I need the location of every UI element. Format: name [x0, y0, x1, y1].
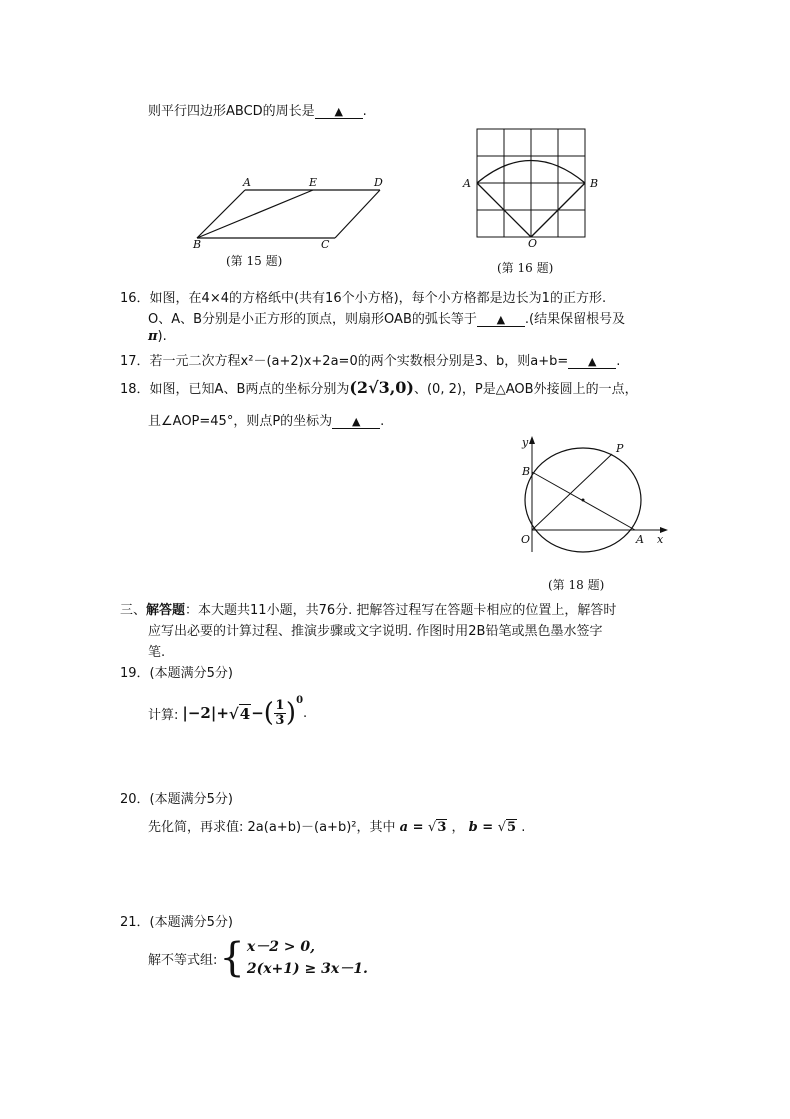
figure-18: [504, 432, 674, 572]
q20-header: 20．(本题满分5分): [120, 792, 233, 807]
label-e-15: E: [309, 176, 318, 189]
q18-line2: 且∠AOP=45°，则点P的坐标为 ▲ .: [148, 414, 385, 429]
figure-16: [476, 128, 586, 240]
label-c-15: C: [321, 238, 330, 251]
label-o-18: O: [521, 533, 531, 546]
label-p-18: P: [616, 442, 624, 455]
answer-blank-18: ▲: [332, 415, 380, 429]
section3-line1: 三、解答题：本大题共11小题，共76分. 把解答过程写在答题卡相应的位置上，解答时: [120, 603, 617, 618]
q19-expression: 计算: |−2| + √4 − ( 1 3 ) 0 .: [148, 695, 308, 728]
coord-a: (2√3,0): [349, 378, 414, 397]
q15-tail-line: 则平行四边形ABCD的周长是 ▲ .: [148, 104, 367, 119]
q19-header: 19．(本题满分5分): [120, 666, 233, 681]
section3-title: 解答题: [146, 603, 186, 618]
label-b-16: B: [590, 177, 599, 190]
q18-line1: 18．如图，已知A、B两点的坐标分别为(2√3,0)、(0, 2)，P是△AOB外接圆上的一点，: [120, 378, 638, 397]
section3-line2: 应写出必要的计算过程、推演步骤或文字说明. 作图时用2B铅笔或黑色墨水签字: [148, 624, 603, 639]
q16-line1: 16．如图，在4×4的方格纸中(共有16个小方格)，每个小方格都是边长为1的正方形.: [120, 291, 607, 306]
segment-be: [197, 190, 313, 238]
fraction-one-third: 1 3: [275, 697, 285, 728]
section3-line3: 笔.: [148, 645, 166, 660]
label-o-16: O: [528, 237, 538, 250]
caption-15: (第 15 题): [226, 254, 283, 268]
q21-system: 解不等式组: { x－2 > 0, 2(x+1) ≥ 3x－1.: [148, 935, 368, 981]
q17-line: 17．若一元二次方程x²－(a+2)x+2a=0的两个实数根分别是3、b，则a+b= ▲ .: [120, 354, 621, 369]
inequality-1: x－2 > 0,: [246, 939, 316, 955]
label-a-18: A: [636, 533, 644, 546]
answer-blank-17: ▲: [568, 355, 616, 369]
figure-15: [185, 170, 395, 270]
label-b-18: B: [522, 465, 531, 478]
q21-header: 21．(本题满分5分): [120, 915, 233, 930]
label-a-15: A: [243, 176, 251, 189]
segment-op: [532, 454, 612, 530]
answer-blank-16: ▲: [477, 313, 525, 327]
edge-ab: [197, 190, 245, 238]
label-b-15: B: [193, 238, 202, 251]
q20-expression: 先化简，再求值: 2a(a+b)－(a+b)²，其中 a = √3 ， b = √5 .: [148, 820, 526, 835]
label-a-16: A: [463, 177, 471, 190]
label-y-axis: y: [522, 436, 529, 449]
answer-blank-15: ▲: [315, 105, 363, 119]
caption-16: (第 16 题): [497, 261, 554, 275]
y-axis-arrow: [529, 436, 535, 444]
label-d-15: D: [374, 176, 383, 189]
left-brace: {: [219, 935, 245, 981]
label-x-axis: x: [657, 533, 664, 546]
grid-4x4: [477, 129, 585, 237]
edge-cd: [335, 190, 380, 238]
q16-line3: π).: [148, 329, 167, 344]
inequality-2: 2(x+1) ≥ 3x－1.: [246, 961, 368, 977]
q16-line2: O、A、B分别是小正方形的顶点，则扇形OAB的弧长等于 ▲ .(结果保留根号及: [148, 312, 626, 327]
center-dot: [582, 499, 585, 502]
caption-18: (第 18 题): [548, 578, 605, 592]
